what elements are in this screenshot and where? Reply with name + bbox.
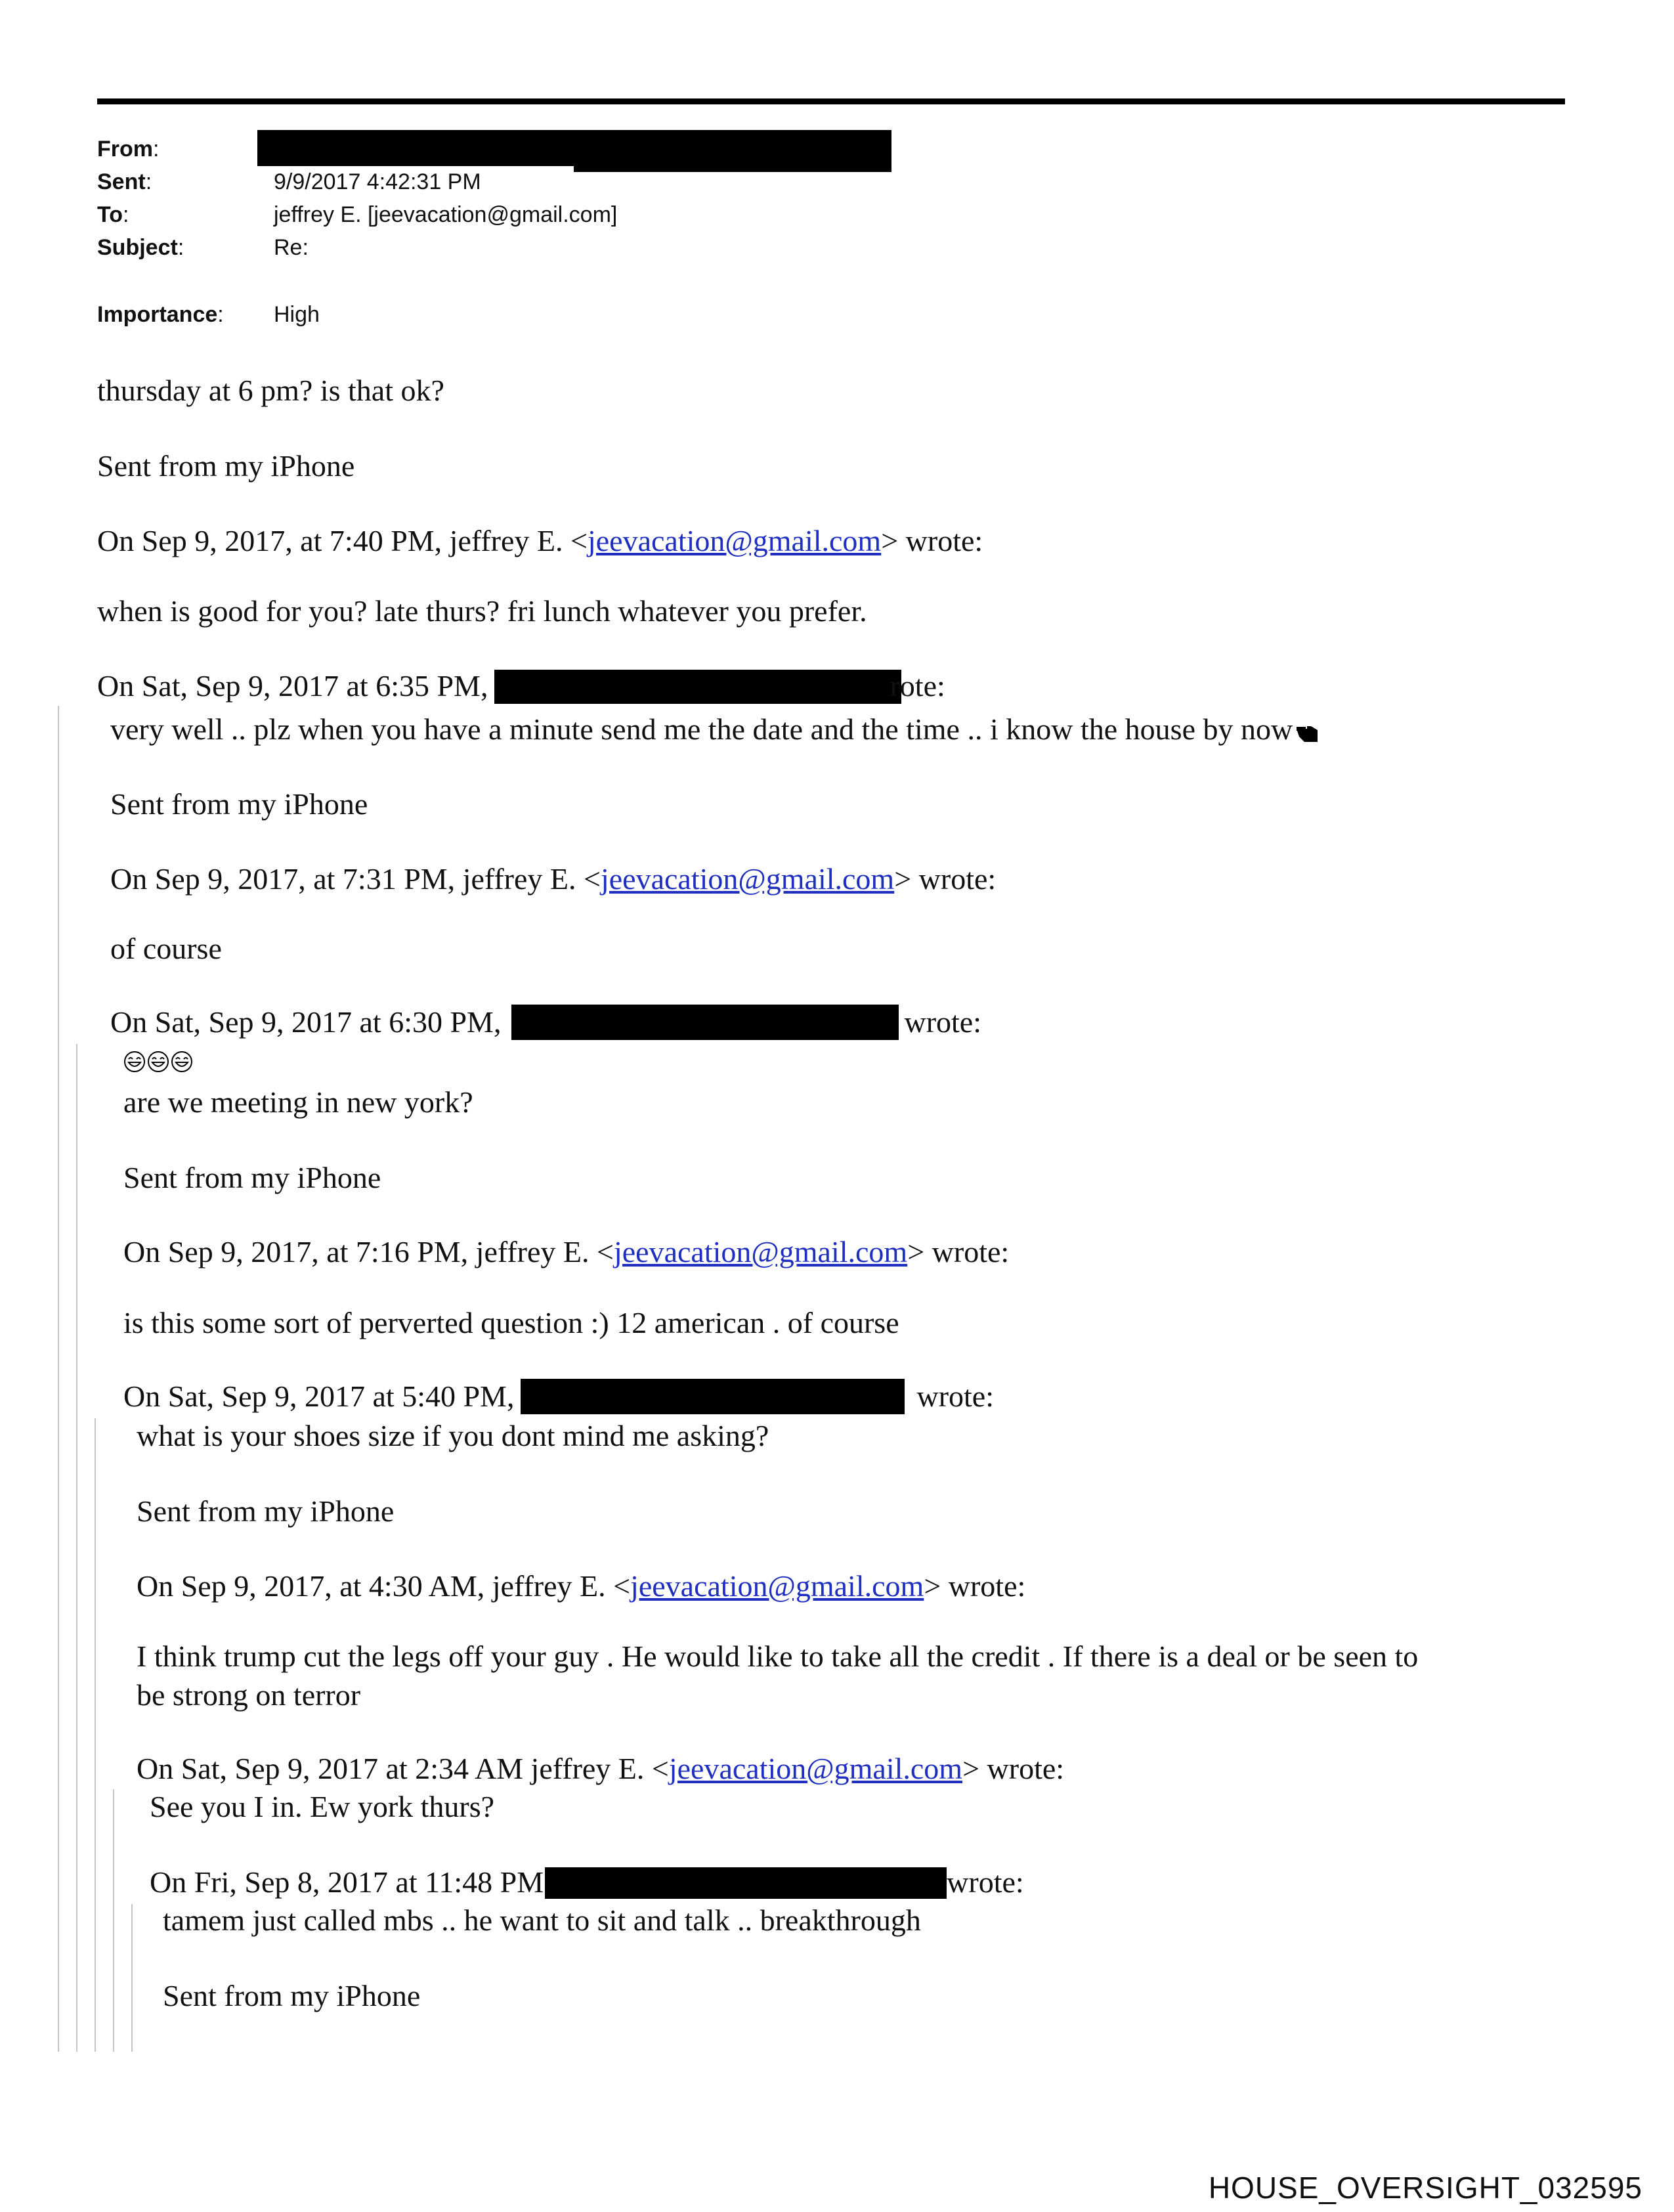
email-link[interactable]: jeevacation@gmail.com [630,1569,924,1603]
importance-label: Importance: [97,302,224,327]
attribution-line: On Sep 9, 2017, at 7:31 PM, jeffrey E. <jeevacation@gmail.com> wrote: [110,862,997,896]
signature: Sent from my iPhone [97,449,355,483]
quote-bar-level-2 [76,1044,77,2052]
quote-bar-level-3 [95,1418,96,2052]
message-body: very well .. plz when you have a minute send me the date and the time .. i know the house by now [110,712,1319,747]
attribution-line: On Sep 9, 2017, at 4:30 AM, jeffrey E. <jeevacation@gmail.com> wrote: [137,1569,1026,1603]
message-body: what is your shoes size if you dont mind me asking? [137,1419,769,1452]
from-label: From: [97,137,160,162]
attribution-line: On Sat, Sep 9, 2017 at 5:40 PM, wrote: [123,1379,994,1413]
redaction-sender [545,1867,947,1899]
message-body: tamem just called mbs .. he want to sit and talk .. breakthrough [163,1903,921,1937]
signature: Sent from my iPhone [123,1161,381,1194]
laughing-face-icon [171,1051,193,1073]
quote-bar-level-4 [113,1789,114,2052]
sent-label: Sent: [97,169,152,194]
bates-number: HOUSE_OVERSIGHT_032595 [1208,2171,1642,2205]
signature: Sent from my iPhone [110,787,368,821]
message-body: are we meeting in new york? [123,1085,473,1119]
to-value: jeffrey E. [jeevacation@gmail.com] [274,202,618,227]
message-body-line-2: be strong on terror [137,1678,361,1712]
signature: Sent from my iPhone [163,1979,421,2012]
redaction-from-1 [257,130,574,166]
to-label: To: [97,202,129,227]
signature: Sent from my iPhone [137,1494,395,1528]
redaction-sender [511,1005,899,1040]
sent-value: 9/9/2017 4:42:31 PM [274,169,481,194]
subject-value: Re: [274,235,309,260]
attribution-line: On Sat, Sep 9, 2017 at 2:34 AM jeffrey E. <jeevacation@gmail.com> wrote: [137,1752,1065,1785]
pointing-hand-icon [1295,721,1319,743]
email-link[interactable]: jeevacation@gmail.com [613,1235,908,1269]
attribution-line: On Fri, Sep 8, 2017 at 11:48 PM wrote: [150,1865,1024,1899]
message-body: when is good for you? late thurs? fri lunch whatever you prefer. [97,594,867,628]
redaction-sender [521,1379,905,1414]
email-link[interactable]: jeevacation@gmail.com [668,1752,963,1785]
attribution-line: On Sep 9, 2017, at 7:16 PM, jeffrey E. <jeevacation@gmail.com> wrote: [123,1235,1010,1269]
subject-label: Subject: [97,235,184,260]
message-body-line-1: I think trump cut the legs off your guy . He would like to take all the credit . If there is a deal or be seen to [137,1639,1419,1673]
message-body: See you I in. Ew york thurs? [150,1790,495,1823]
emoji-row [123,1045,193,1080]
top-rule [97,98,1565,104]
quote-bar-level-1 [58,706,59,2052]
attribution-line: On Sep 9, 2017, at 7:40 PM, jeffrey E. <jeevacation@gmail.com> wrote: [97,524,983,557]
laughing-face-icon [123,1051,146,1073]
laughing-face-icon [147,1051,169,1073]
email-link[interactable]: jeevacation@gmail.com [600,862,895,896]
redaction-sender [494,670,901,704]
message-body: of course [110,932,222,965]
message-body: thursday at 6 pm? is that ok? [97,374,444,407]
attribution-line: On Sat, Sep 9, 2017 at 6:35 PM, rote: [97,669,945,703]
attribution-line: On Sat, Sep 9, 2017 at 6:30 PM, wrote: [110,1005,981,1039]
quote-bar-level-5 [131,1904,133,2052]
importance-value: High [274,302,320,327]
email-link[interactable]: jeevacation@gmail.com [587,524,882,557]
message-body: is this some sort of perverted question :) 12 american . of course [123,1306,899,1339]
redaction-from-2 [574,130,891,172]
